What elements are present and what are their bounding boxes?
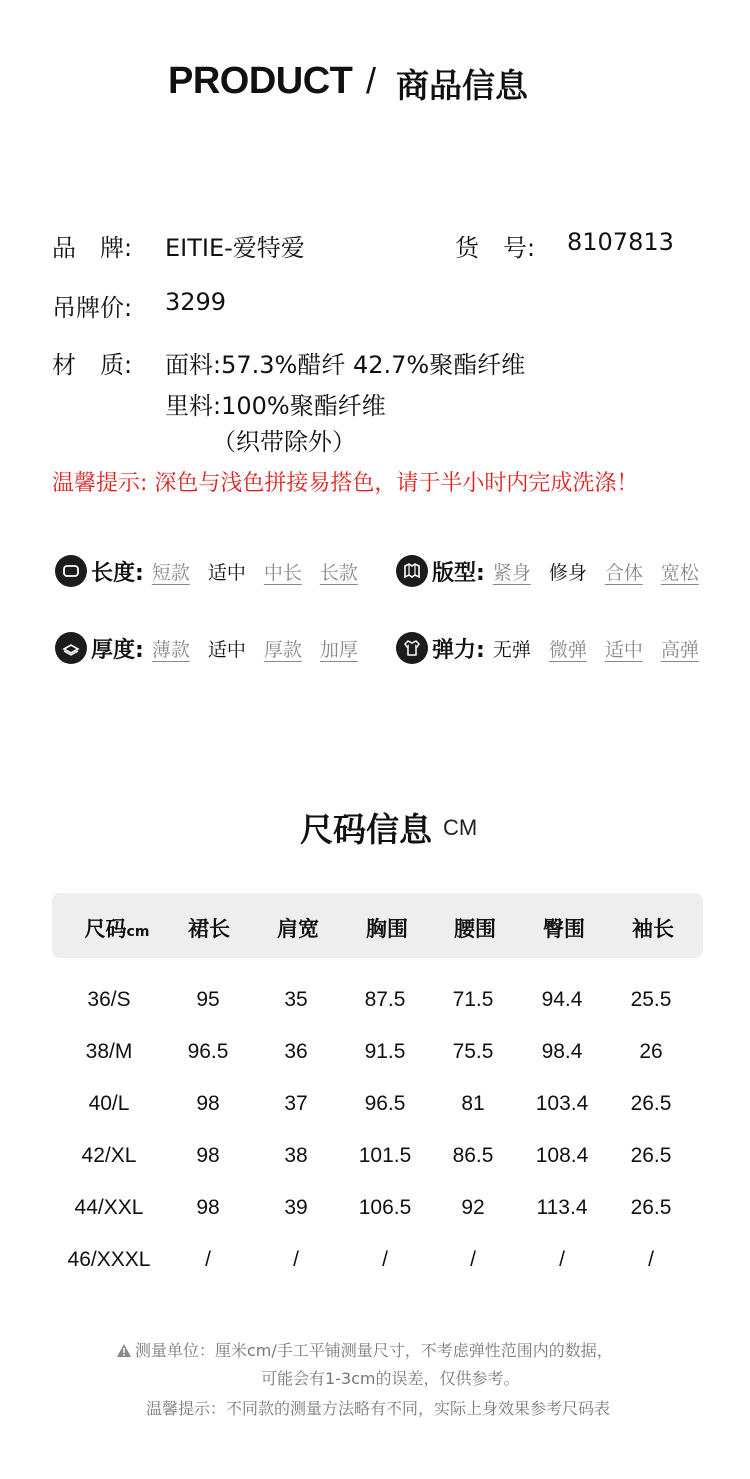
measurement-cell: 98 <box>196 1092 220 1115</box>
measurement-cell: / <box>648 1248 654 1271</box>
header-hip: 臀围 <box>543 917 585 941</box>
title-english: PRODUCT <box>168 60 353 102</box>
measurement-cell: 98 <box>196 1196 220 1219</box>
header-waist: 腰围 <box>454 917 496 941</box>
option-medium: 适中 <box>207 561 246 584</box>
brand-value: EITIE-爱特爱 <box>165 234 305 262</box>
size-section-title: 尺码信息 <box>300 810 432 849</box>
size-label-cell: 40/L <box>88 1092 130 1115</box>
measurement-cell: 35 <box>284 988 308 1011</box>
measurement-cell: / <box>559 1248 565 1271</box>
measurement-cell: 101.5 <box>358 1144 412 1167</box>
fabric-thickness-icon <box>55 632 87 664</box>
option-moderate: 适中 <box>207 638 246 661</box>
measurement-cell: 26 <box>639 1040 663 1063</box>
header-size <box>72 913 162 943</box>
washing-warning: 温馨提示: 深色与浅色拼接易搭色，请于半小时内完成洗涤！ <box>52 471 639 496</box>
option-thick: 厚款 <box>263 638 302 661</box>
header-size-unit: cm <box>126 924 150 940</box>
option-long: 长款 <box>319 561 358 584</box>
option-regular: 合体 <box>604 561 643 584</box>
measurement-cell: 92 <box>461 1196 485 1219</box>
size-label-cell: 46/XXXL <box>67 1248 151 1271</box>
measurement-cell: / <box>470 1248 476 1271</box>
option-no-stretch: 无弹 <box>492 638 531 661</box>
sku-label: 货 号: <box>455 234 536 262</box>
measurement-cell: 98 <box>196 1144 220 1167</box>
header-sleeve: 袖长 <box>632 917 674 941</box>
measurement-cell: 26.5 <box>630 1092 672 1115</box>
header-shoulder: 肩宽 <box>277 917 319 941</box>
measurement-cell: 38 <box>284 1144 308 1167</box>
size-label-cell: 44/XXL <box>74 1196 144 1219</box>
size-label-cell: 38/M <box>85 1040 133 1063</box>
dress-length-icon <box>55 555 87 587</box>
attr-thickness <box>55 632 358 664</box>
measurement-cell: 113.4 <box>536 1196 588 1219</box>
brand-label: 品 牌: <box>52 234 133 262</box>
size-label-cell: 42/XL <box>81 1144 137 1167</box>
measurement-cell: 26.5 <box>630 1196 672 1219</box>
warning-icon <box>116 1343 132 1358</box>
option-short: 短款 <box>151 561 190 584</box>
price-value: 3299 <box>165 288 227 316</box>
size-section-unit: CM <box>443 815 478 840</box>
measurement-cell: 103.4 <box>535 1092 589 1115</box>
price-label: 吊牌价: <box>52 294 133 322</box>
measurement-cell: 71.5 <box>452 988 494 1011</box>
measure-note-text: 测量单位：厘米cm/手工平铺测量尺寸，不考虑弹性范围内的数据， <box>135 1341 613 1360</box>
measurement-cell: 25.5 <box>630 988 672 1011</box>
attr-length <box>55 555 358 587</box>
measurement-cell: 95 <box>196 988 220 1011</box>
option-slight-stretch: 微弹 <box>548 638 587 661</box>
option-high-stretch: 高弹 <box>660 638 699 661</box>
material-shell: 面料:57.3%醋纤 42.7%聚酯纤维 <box>165 351 526 379</box>
measurement-cell: 26.5 <box>630 1144 672 1167</box>
measurement-cell: 106.5 <box>358 1196 412 1219</box>
material-label: 材 质: <box>52 351 133 379</box>
stretch-shirt-icon <box>396 632 428 664</box>
attr-length-title: 长度: <box>91 560 144 586</box>
measurement-cell: / <box>205 1248 211 1271</box>
material-exception: （织带除外） <box>212 428 356 456</box>
measure-note-line3: 温馨提示：不同款的测量方法略有不同，实际上身效果参考尺码表 <box>146 1399 611 1418</box>
measurement-cell: 81 <box>461 1092 485 1115</box>
measurement-cell: 86.5 <box>452 1144 494 1167</box>
attr-thickness-title: 厚度: <box>91 637 144 663</box>
measure-note-line2: 可能会有1-3cm的误差，仅供参考。 <box>261 1369 520 1388</box>
size-label-cell: 36/S <box>87 988 131 1011</box>
measurement-cell: 91.5 <box>364 1040 406 1063</box>
header-skirt-length: 裙长 <box>188 917 230 941</box>
attr-stretch <box>396 632 699 664</box>
option-extra-thick: 加厚 <box>319 638 358 661</box>
measurement-cell: 96.5 <box>364 1092 406 1115</box>
title-chinese: 商品信息 <box>396 66 528 105</box>
fit-shape-icon <box>396 555 428 587</box>
attr-fit <box>396 555 699 587</box>
measurement-cell: 96.5 <box>187 1040 229 1063</box>
measurement-cell: / <box>293 1248 299 1271</box>
measurement-cell: 36 <box>284 1040 308 1063</box>
attr-stretch-title: 弹力: <box>432 637 485 663</box>
measurement-cell: 37 <box>284 1092 308 1115</box>
measurement-cell: 39 <box>284 1196 308 1219</box>
option-thin: 薄款 <box>151 638 190 661</box>
header-size-label: 尺码 <box>84 917 127 941</box>
material-lining: 里料:100%聚酯纤维 <box>165 392 386 420</box>
option-tight: 紧身 <box>492 561 531 584</box>
title-separator: / <box>366 60 377 101</box>
sku-value: 8107813 <box>567 228 674 256</box>
measurement-cell: 94.4 <box>541 988 583 1011</box>
measurement-cell: / <box>382 1248 388 1271</box>
option-slim: 修身 <box>548 561 587 584</box>
option-medium-stretch: 适中 <box>604 638 643 661</box>
option-loose: 宽松 <box>660 561 699 584</box>
option-mid-long: 中长 <box>263 561 302 584</box>
measure-note-line1 <box>116 1338 613 1361</box>
header-chest: 胸围 <box>366 917 408 941</box>
measurement-cell: 75.5 <box>452 1040 494 1063</box>
measurement-cell: 108.4 <box>535 1144 589 1167</box>
attr-fit-title: 版型: <box>432 560 485 586</box>
measurement-cell: 98.4 <box>541 1040 583 1063</box>
measurement-cell: 87.5 <box>364 988 406 1011</box>
